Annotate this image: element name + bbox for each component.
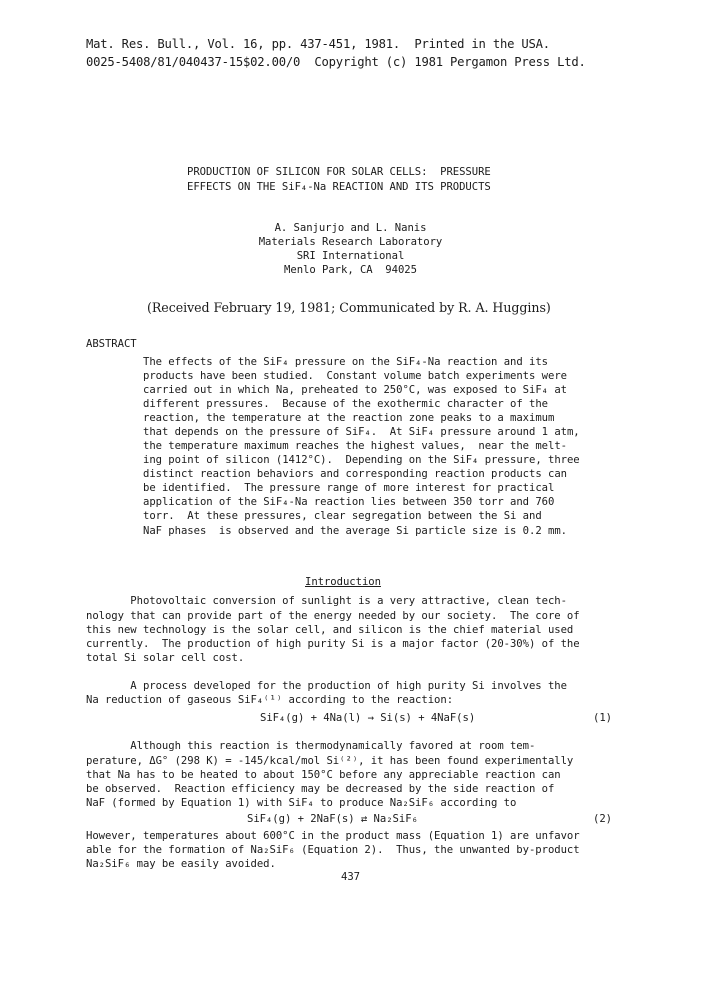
body-line: able for the formation of Na₂SiF₆ (Equation 2). Thus, the unwanted by-product [86,844,580,856]
abstract-line: the temperature maximum reaches the highest values, near the melt- [143,440,567,452]
equation-1-number: (1) [593,712,612,724]
abstract-heading: ABSTRACT [86,338,137,350]
abstract-line: ing point of silicon (1412°C). Depending on the SiF₄ pressure, three [143,454,580,466]
abstract-line: application of the SiF₄-Na reaction lies between 350 torr and 760 [143,496,555,508]
body-line: perature, ΔG° (298 K) = -145/kcal/mol Si⁽²⁾, it has been found experimentally [86,755,574,767]
affiliation-line-1: Materials Research Laboratory [258,236,443,248]
affiliation-line-3: Menlo Park, CA 94025 [284,264,417,276]
abstract-line: carried out in which Na, preheated to 250°C, was exposed to SiF₄ at [143,384,567,396]
body-line: that Na has to be heated to about 150°C before any appreciable reaction can [86,769,561,781]
abstract-line: different pressures. Because of the exothermic character of the [143,398,548,410]
equation-2: SiF₄(g) + 2NaF(s) ⇄ Na₂SiF₆ [247,813,418,825]
body-line: be observed. Reaction efficiency may be decreased by the side reaction of [86,783,555,795]
paper-title-line-2: EFFECTS ON THE SiF₄-Na REACTION AND ITS PRODUCTS [187,181,491,193]
abstract-line: that depends on the pressure of SiF₄. At SiF₄ pressure around 1 atm, [143,426,580,438]
body-line: Na reduction of gaseous SiF₄⁽¹⁾ according to the reaction: [86,694,454,706]
section-heading-introduction: Introduction [305,576,381,588]
journal-citation: Mat. Res. Bull., Vol. 16, pp. 437-451, 1981. Printed in the USA. [86,37,550,51]
body-line: currently. The production of high purity Si is a major factor (20-30%) of the [86,638,580,650]
copyright-line: 0025-5408/81/040437-15$02.00/0 Copyright (c) 1981 Pergamon Press Ltd. [86,55,586,69]
body-line: nology that can provide part of the energy needed by our society. The core of [86,610,580,622]
abstract-line: NaF phases is observed and the average Si particle size is 0.2 mm. [143,525,567,537]
abstract-line: torr. At these pressures, clear segregation between the Si and [143,510,542,522]
equation-1: SiF₄(g) + 4Na(l) → Si(s) + 4NaF(s) [260,712,476,724]
abstract-line: The effects of the SiF₄ pressure on the SiF₄-Na reaction and its [143,356,548,368]
page-number: 437 [341,871,360,883]
body-line: However, temperatures about 600°C in the product mass (Equation 1) are unfavor [86,830,580,842]
abstract-line: distinct reaction behaviors and corresponding reaction products can [143,468,567,480]
abstract-line: be identified. The pressure range of more interest for practical [143,482,555,494]
equation-2-number: (2) [593,813,612,825]
abstract-line: reaction, the temperature at the reaction zone peaks to a maximum [143,412,555,424]
body-line: total Si solar cell cost. [86,652,245,664]
abstract-line: products have been studied. Constant volume batch experiments were [143,370,567,382]
body-line: A process developed for the production of high purity Si involves the [86,680,567,692]
author-names: A. Sanjurjo and L. Nanis [274,222,427,234]
affiliation-line-2: SRI International [296,250,405,262]
body-line: Na₂SiF₆ may be easily avoided. [86,858,276,870]
paper-title-line-1: PRODUCTION OF SILICON FOR SOLAR CELLS: PRESSURE [187,166,491,178]
body-line: Although this reaction is thermodynamically favored at room tem- [86,740,536,752]
received-line: (Received February 19, 1981; Communicated by R. A. Huggins) [147,300,551,315]
body-line: Photovoltaic conversion of sunlight is a very attractive, clean tech- [86,595,567,607]
body-line: NaF (formed by Equation 1) with SiF₄ to produce Na₂SiF₆ according to [86,797,517,809]
body-line: this new technology is the solar cell, and silicon is the chief material used [86,624,574,636]
